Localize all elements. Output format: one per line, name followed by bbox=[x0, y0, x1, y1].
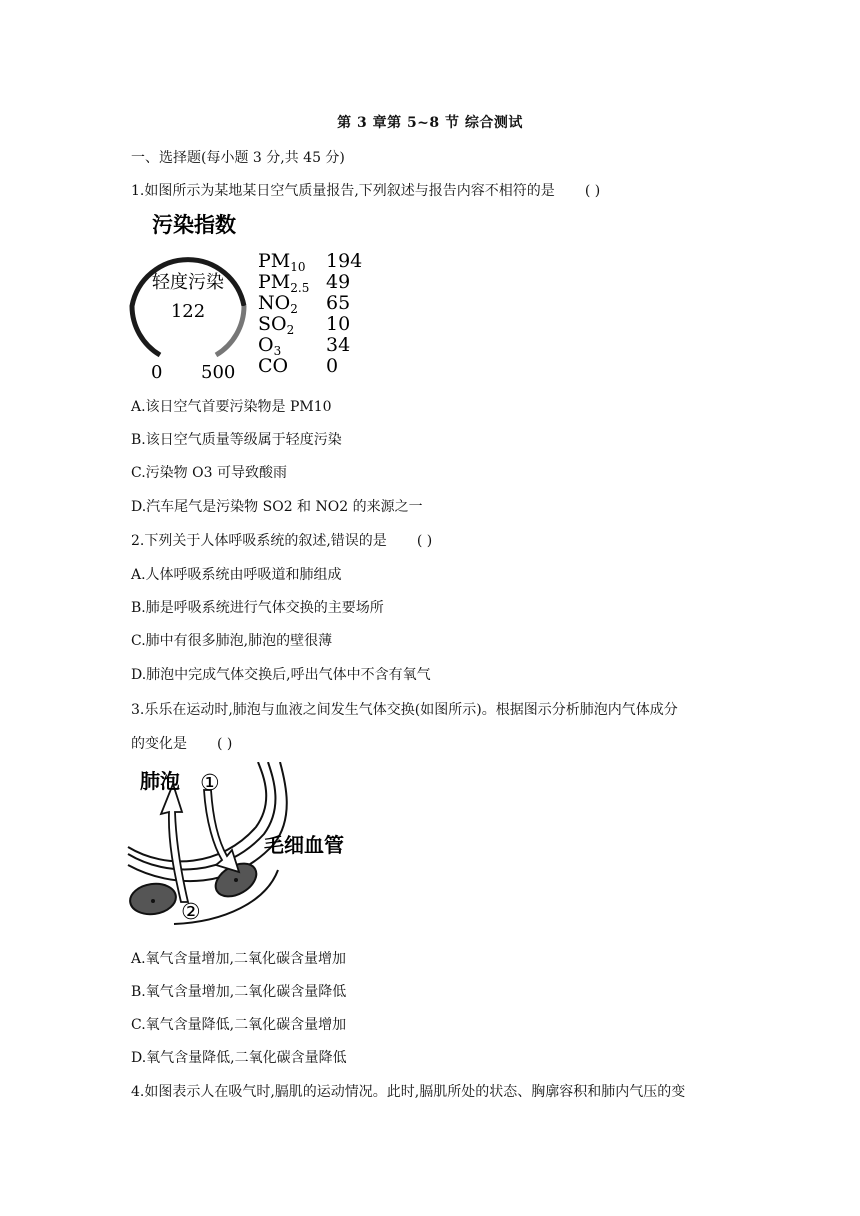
question-3-text: 的变化是 bbox=[131, 736, 187, 752]
q3-option-b: B.氧气含量增加,二氧化碳含量降低 bbox=[131, 984, 347, 1000]
q2-option-b: B.肺是呼吸系统进行气体交换的主要场所 bbox=[131, 600, 384, 616]
aqi-level: 轻度污染 bbox=[152, 272, 224, 293]
q3-option-c: C.氧气含量降低,二氧化碳含量增加 bbox=[131, 1017, 347, 1033]
pollutant-name: $PM_{2.5}$ bbox=[258, 271, 310, 295]
pollutant-name: $NO_2$ bbox=[258, 292, 298, 316]
question-2-stem bbox=[131, 530, 432, 550]
aqi-index: 122 bbox=[170, 301, 206, 322]
question-1-stem bbox=[131, 180, 600, 200]
question-2-text: 2.下列关于人体呼吸系统的叙述,错误的是 bbox=[131, 533, 387, 549]
answer-paren: ( ) bbox=[584, 183, 601, 199]
pollutant-value: 194 bbox=[326, 250, 363, 272]
cell-dot bbox=[151, 899, 155, 903]
page-title: 第 3 章第 5~8 节 综合测试 bbox=[337, 115, 523, 131]
label-alveolus: 肺泡 bbox=[140, 769, 180, 793]
marker-2: ② bbox=[181, 900, 201, 925]
aqi-heading: 污染指数 bbox=[152, 213, 236, 237]
q3-option-d: D.氧气含量降低,二氧化碳含量降低 bbox=[131, 1050, 347, 1066]
air-quality-figure bbox=[126, 205, 376, 385]
marker-1: ① bbox=[200, 771, 220, 796]
question-3-stem-line2 bbox=[131, 733, 232, 753]
arrow-down-icon bbox=[204, 790, 239, 872]
pollutant-table bbox=[258, 250, 362, 377]
pollutant-value: 49 bbox=[326, 271, 351, 293]
pollutant-value: 34 bbox=[326, 334, 351, 356]
q2-option-d: D.肺泡中完成气体交换后,呼出气体中不含有氧气 bbox=[131, 667, 431, 683]
cell-dot bbox=[234, 878, 238, 882]
q1-option-d: D.汽车尾气是污染物 SO2 和 NO2 的来源之一 bbox=[131, 499, 423, 515]
question-3-stem-line1: 3.乐乐在运动时,肺泡与血液之间发生气体交换(如图所示)。根据图示分析肺泡内气体成分 bbox=[131, 702, 678, 718]
q1-option-a: A.该日空气首要污染物是 PM10 bbox=[131, 399, 332, 415]
gauge-max-label: 500 bbox=[201, 362, 236, 383]
pollutant-name: $O_3$ bbox=[258, 334, 282, 358]
pollutant-value: 10 bbox=[326, 313, 351, 335]
question-1-text: 1.如图所示为某地某日空气质量报告,下列叙述与报告内容不相符的是 bbox=[131, 183, 555, 199]
pollutant-name: CO bbox=[258, 355, 289, 377]
q2-option-c: C.肺中有很多肺泡,肺泡的壁很薄 bbox=[131, 633, 333, 649]
pollutant-value: 65 bbox=[326, 292, 351, 314]
section-heading: 一、选择题(每小题 3 分,共 45 分) bbox=[131, 150, 345, 166]
answer-paren: ( ) bbox=[416, 533, 433, 549]
question-4-stem: 4.如图表示人在吸气时,膈肌的运动情况。此时,膈肌所处的状态、胸廓容积和肺内气压的变 bbox=[131, 1084, 686, 1100]
answer-paren: ( ) bbox=[217, 736, 233, 752]
label-capillary: 毛细血管 bbox=[264, 833, 344, 857]
pollutant-name: $SO_2$ bbox=[258, 313, 295, 337]
alveolus-capillary-figure bbox=[126, 762, 366, 927]
q1-option-b: B.该日空气质量等级属于轻度污染 bbox=[131, 432, 342, 448]
q2-option-a: A.人体呼吸系统由呼吸道和肺组成 bbox=[131, 567, 342, 583]
pollutant-value: 0 bbox=[326, 355, 339, 377]
gauge-remaining-arc bbox=[216, 306, 244, 355]
pollutant-name: $PM_{10}$ bbox=[258, 250, 306, 274]
q3-option-a: A.氧气含量增加,二氧化碳含量增加 bbox=[131, 951, 347, 967]
q1-option-c: C.污染物 O3 可导致酸雨 bbox=[131, 465, 287, 481]
gauge-min-label: 0 bbox=[151, 362, 163, 383]
